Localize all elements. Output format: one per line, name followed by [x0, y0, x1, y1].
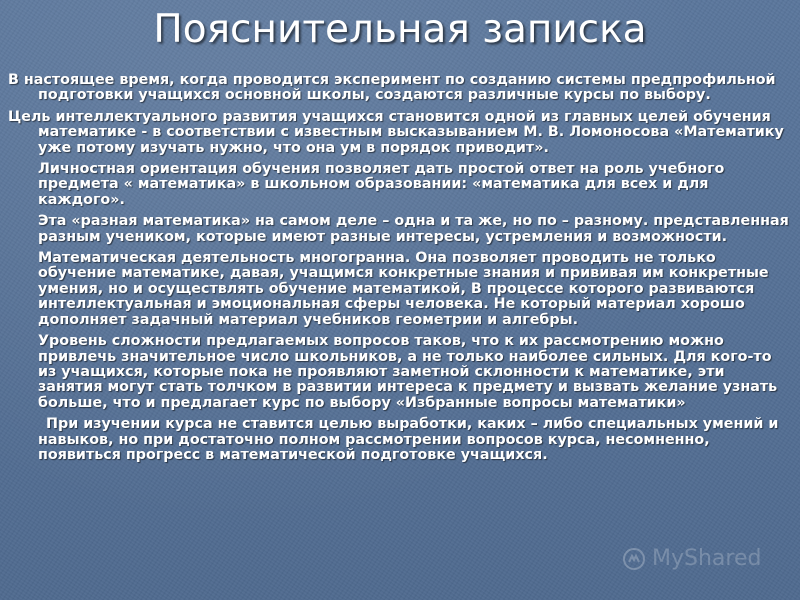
paragraph-intro: В настоящее время, когда проводится эксперимент по созданию системы предпрофильной подготовки учащихся основной школы, создаются различные курсы по выбору. [8, 72, 776, 104]
slide-title: Пояснительная записка [153, 7, 647, 52]
paragraph-math-activity: Математическая деятельность многогранна. Она позволяет проводить не только обучение математике, давая, учащимся конкретные знания и прививая им конкретные умения, но и осуществлять обучение математикой, В процессе которого развиваются интеллектуальная и эмоциональная сферы человека. Не который материал хорошо дополняет задачный материал учебников геометрии и алгебры. [38, 250, 769, 328]
paragraph-difficulty-level: Уровень сложности предлагаемых вопросов таков, что к их рассмотрению можно привлечь значительное число школьников, а не только наиболее сильных. Для кого-то из учащихся, которые пока не проявляют заметной склонности к математике, эти занятия могут стать толчком в развитии интереса к предмету и вызвать желание узнать больше, что и предлагает курс по выбору «Избранные вопросы математики» [38, 333, 778, 411]
paragraph-personal-orientation: Личностная ориентация обучения позволяет дать простой ответ на роль учебного предмета « математика» в школьном образовании: «математика для всех и для каждого». [38, 161, 725, 208]
watermark-text: MyShared [652, 546, 762, 571]
slide-body [8, 73, 794, 469]
myshared-logo-icon [622, 547, 646, 571]
paragraph-goal: Цель интеллектуального развития учащихся становится одной из главных целей обучения математике - в соответствии с известным высказыванием М. В. Ломоносова «Математику уже потому изучать нужно, что она ум в порядок приводит». [8, 108, 784, 156]
paragraph-different-math: Эта «разная математика» на самом деле – одна и та же, но по – разному. представленная разным учеником, которые имеют разные интересы, устремления и возможности. [38, 213, 789, 245]
paragraph-course-outcome: При изучении курса не ставится целью выработки, каких – либо специальных умений и навыков, но при достаточно полном рассмотрении вопросов курса, несомненно, появиться прогресс в математической подготовке учащихся. [38, 416, 779, 463]
watermark [622, 543, 792, 575]
